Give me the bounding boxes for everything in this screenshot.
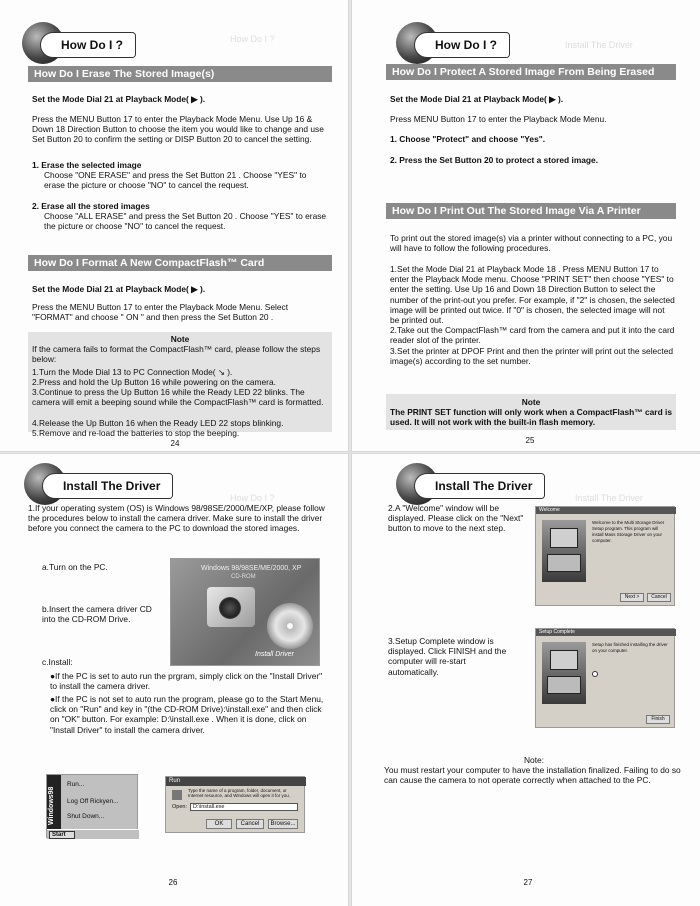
print-step-2: 2.Take out the CompactFlash™ card from the camera and put it into the card reader slot of the printer.	[390, 325, 675, 346]
install-bullet-1: ●If the PC is set to auto run the prgram, simply click on the "Install Driver" to install the camera driver.	[50, 671, 323, 692]
erase-step-2-title: 2. Erase all the stored images	[32, 201, 150, 211]
start-menu-item[interactable]: Run...	[67, 781, 85, 788]
run-open-label: Open:	[172, 804, 187, 810]
bleed-through-text: Install The Driver	[575, 493, 643, 503]
manual-page-26	[0, 453, 350, 906]
camera-icon	[207, 587, 255, 627]
page-number: 24	[170, 439, 180, 448]
setup-computer-image	[542, 520, 586, 582]
welcome-text: Welcome to the Multi Storage Driver Setup program. This program will install Mass Storage Driver on your computer.	[592, 520, 665, 543]
manual-page-25	[350, 0, 700, 453]
section-bar-format: How Do I Format A New CompactFlash™ Card	[28, 255, 332, 271]
erase-step-1-title: 1. Erase the selected image	[32, 160, 142, 170]
page-number: 25	[525, 436, 535, 445]
page-header	[22, 22, 332, 64]
manual-page-24	[0, 0, 350, 453]
note-step: 1.Turn the Mode Dial 13 to PC Connection Mode( ↘ ).	[32, 367, 233, 377]
cd-title: Windows 98/98SE/ME/2000, XP	[201, 565, 302, 572]
disc-icon	[267, 603, 313, 649]
run-browse-button[interactable]: Browse...	[268, 819, 298, 829]
note-step: 3.Continue to press the Up Button 16 while the Ready LED 22 blinks. The camera will emit a beeping sound while the CompactFlash™ card is formatted.	[32, 387, 324, 408]
start-button[interactable]: Start	[49, 831, 75, 839]
cd-subtitle: CD-ROM	[231, 574, 256, 580]
note-text: The PRINT SET function will only work when a CompactFlash™ card is used. It will not work with the built-in flash memory.	[390, 407, 672, 428]
run-description: Type the name of a program, folder, document, or Internet resource, and Windows will open it for you.	[188, 788, 291, 798]
run-icon	[172, 790, 182, 800]
protect-step-2: 2. Press the Set Button 20 to protect a stored image.	[390, 155, 599, 165]
section-bar-print: How Do I Print Out The Stored Image Via A Printer	[386, 203, 676, 219]
bleed-through-text: Install The Driver	[565, 40, 633, 50]
run-dialog-screenshot	[165, 776, 305, 833]
section-bar-erase: How Do I Erase The Stored Image(s)	[28, 66, 332, 82]
taskbar	[47, 829, 139, 839]
install-step-2: 2.A "Welcome" window will be displayed. Please click on the "Next" button to move to the next step.	[388, 503, 524, 534]
page-number: 26	[168, 878, 178, 887]
print-intro: To print out the stored image(s) via a printer without connecting to a PC, you will have to follow the following procedures.	[390, 233, 673, 254]
header-title: Install The Driver	[42, 473, 173, 499]
setup-finish-button[interactable]: Finish	[646, 715, 670, 724]
note-step: 5.Remove and re-load the batteries to stop the beeping.	[32, 428, 240, 438]
mode-dial-instruction-2: Set the Mode Dial 21 at Playback Mode( ▶ ).	[32, 284, 206, 294]
setup-complete-screenshot	[535, 628, 675, 728]
note-title: Note	[521, 397, 541, 407]
manual-page-27	[350, 453, 700, 906]
page-fold-horizontal	[0, 451, 700, 454]
cd-install-label: Install Driver	[255, 651, 294, 658]
start-menu-item[interactable]: Log Off Rickyen...	[67, 798, 119, 805]
bleed-through-text: How Do I ?	[230, 493, 275, 503]
note-text: You must restart your computer to have the installation finalized. Failing to do so can cause the camera to not operate correctly when attached to the PC.	[384, 765, 681, 786]
header-title: How Do I ?	[414, 32, 510, 58]
install-bullet-2: ●If the PC is not set to auto run the program, please go to the Start Menu, click on "Run" and key in "(the CD-ROM Drive):\install.exe" and then click on "OK" button. For example: D:\install.exe . When it is done, click on "Install Driver" to install the camera driver.	[50, 694, 324, 735]
erase-step-1-text: Choose "ONE ERASE" and press the Set Button 21 . Choose "YES" to erase the picture or choose "NO" to cancel the request.	[44, 170, 307, 191]
section-bar-protect: How Do I Protect A Stored Image From Being Erased	[386, 64, 676, 80]
start-menu-screenshot	[46, 774, 138, 838]
bleed-through-text: How Do I ?	[230, 34, 275, 44]
run-cancel-button[interactable]: Cancel	[236, 819, 264, 829]
welcome-next-button[interactable]: Next >	[620, 593, 644, 602]
page-number: 27	[523, 878, 533, 887]
radio-icon[interactable]	[592, 671, 598, 677]
mode-dial-instruction: Set the Mode Dial 21 at Playback Mode( ▶ ).	[390, 94, 564, 104]
welcome-dialog-screenshot	[535, 506, 675, 606]
run-dialog-title: Run	[166, 777, 306, 786]
note-step: 4.Release the Up Button 16 when the Ready LED 22 stops blinking.	[32, 418, 284, 428]
mode-dial-instruction: Set the Mode Dial 21 at Playback Mode( ▶ ).	[32, 94, 206, 104]
install-step-b: b.Insert the camera driver CD into the CD-ROM Drive.	[42, 604, 152, 625]
install-step-3: 3.Setup Complete window is displayed. Click FINISH and the computer will re-start automatically.	[388, 636, 507, 677]
erase-intro: Press the MENU Button 17 to enter the Playback Mode Menu. Use Up 16 & Down 18 Direction Button to choose the item you would like to change and use Set Button 20 to confirm the setting or DISP Button 20 to cancel the setting.	[32, 114, 324, 145]
protect-intro: Press MENU Button 17 to enter the Playback Mode Menu.	[390, 114, 607, 124]
setup-computer-image	[542, 642, 586, 704]
note-title: Note:	[523, 755, 545, 765]
start-menu-sidebar: Windows98	[47, 775, 61, 829]
run-open-input[interactable]: D:\install.exe	[190, 803, 298, 811]
welcome-dialog-title: Welcome	[536, 507, 676, 514]
start-menu-item[interactable]: Shut Down...	[67, 813, 105, 820]
setup-complete-title: Setup Complete	[536, 629, 676, 636]
header-title: How Do I ?	[40, 32, 136, 58]
note-step: 2.Press and hold the Up Button 16 while powering on the camera.	[32, 377, 276, 387]
print-step-1: 1.Set the Mode Dial 21 at Playback Mode 18 . Press MENU Button 17 to enter the Playback Mode menu. Choose "PRINT SET" then choose "YES" to enter the setting. Use Up 16 and Down 18 Direction Button to select the number of the print-out you prefer. For example, if "2" is chosen, the selected image will be printed out twice. If "0" is chosen, the selected image will not be printed out.	[390, 264, 675, 326]
erase-step-2-text: Choose "ALL ERASE" and press the Set Button 20 . Choose "YES" to erase the picture or choose "NO" to cancel the request.	[44, 211, 327, 232]
page-header	[396, 22, 700, 64]
print-step-3: 3.Set the printer at DPOF Print and then the printer will print out the selected image(s) according to the set number.	[390, 346, 674, 367]
note-intro: If the camera fails to format the CompactFlash™ card, please follow the steps below:	[32, 344, 321, 365]
header-title: Install The Driver	[414, 473, 545, 499]
page-header	[24, 463, 334, 505]
setup-complete-text: Setup has finished installing the driver on your computer.	[592, 642, 668, 653]
page-header	[396, 463, 700, 505]
driver-cd-image	[170, 558, 320, 666]
welcome-cancel-button[interactable]: Cancel	[647, 593, 671, 602]
install-step-c: c.Install:	[42, 657, 73, 667]
format-text: Press the MENU Button 17 to enter the Playback Mode Menu. Select "FORMAT" and choose " ON " and then press the Set Button 20 .	[32, 302, 289, 323]
protect-step-1: 1. Choose "Protect" and choose "Yes".	[390, 134, 546, 144]
install-step-1: 1.If your operating system (OS) is Windows 98/98SE/2000/ME/XP, please follow the procedures below to install the camera driver. Make sure to install the driver before you connect the camera to the PC to download the stored images.	[28, 503, 325, 534]
run-ok-button[interactable]: OK	[206, 819, 232, 829]
install-step-a: a.Turn on the PC.	[42, 562, 108, 572]
note-title: Note	[170, 334, 190, 344]
